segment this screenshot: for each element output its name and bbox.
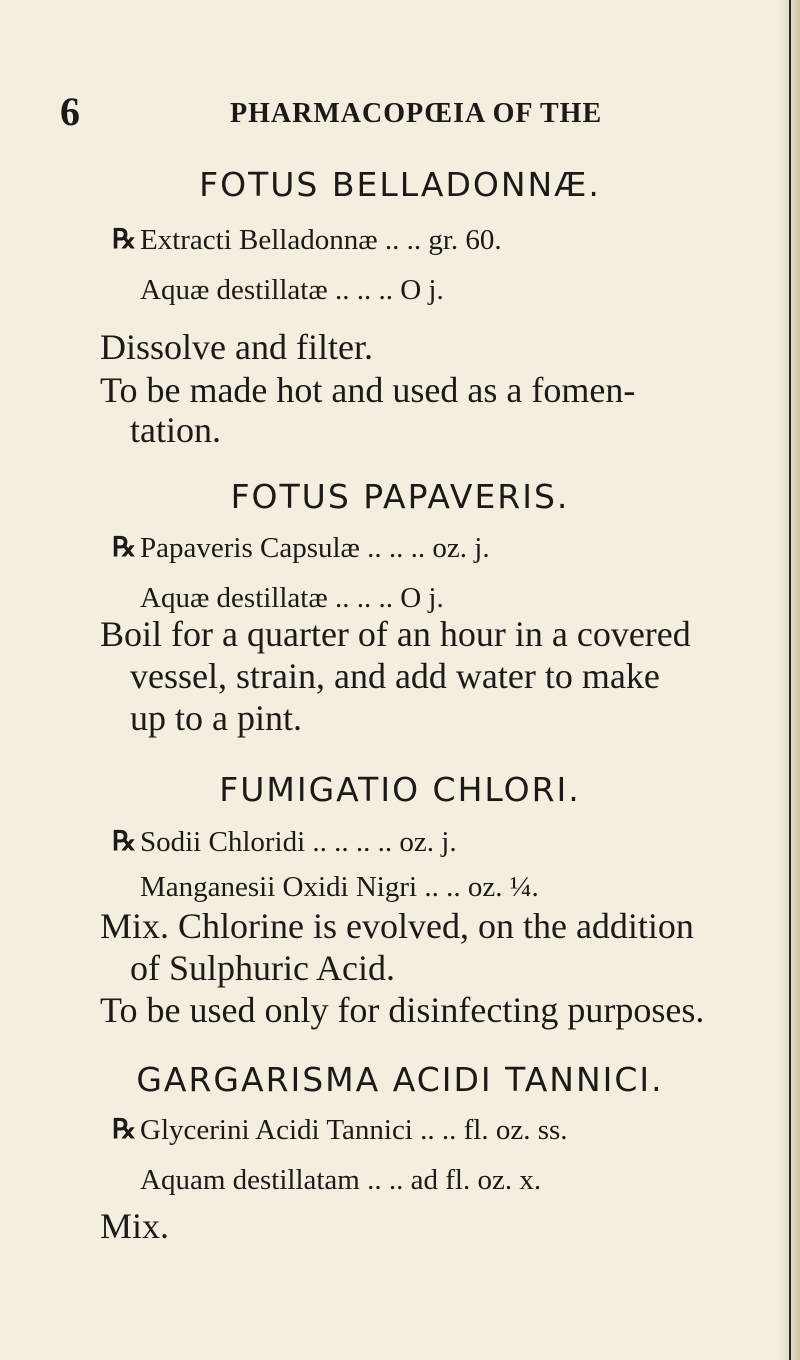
running-head: PHARMACOPŒIA OF THE xyxy=(230,98,603,129)
instruction-line: To be used only for disinfecting purposes. xyxy=(100,990,705,1030)
page-edge-line xyxy=(789,0,791,1360)
rx-symbol: ℞ xyxy=(112,532,137,562)
ingredient-line: Aquæ destillatæ .. .. .. O j. xyxy=(140,582,444,614)
instruction-line: Mix. Chlorine is evolved, on the addition xyxy=(100,906,694,946)
rx-symbol: ℞ xyxy=(112,1114,137,1144)
instruction-line: Mix. xyxy=(100,1206,170,1246)
ingredient-line: Aquam destillatam .. .. ad fl. oz. x. xyxy=(140,1164,542,1196)
instruction-line: tation. xyxy=(130,410,221,450)
ingredient-line: Aquæ destillatæ .. .. .. O j. xyxy=(140,274,444,306)
recipe-title: FOTUS BELLADONNÆ. xyxy=(199,165,601,204)
recipe-title: FOTUS PAPAVERIS. xyxy=(230,477,570,516)
ingredient-line: Glycerini Acidi Tannici .. .. fl. oz. ss. xyxy=(140,1114,568,1146)
recipe-title: GARGARISMA ACIDI TANNICI. xyxy=(136,1060,664,1099)
instruction-line: Dissolve and filter. xyxy=(100,327,373,367)
ingredient-line: Sodii Chloridi .. .. .. .. oz. j. xyxy=(140,826,457,858)
ingredient-line: Papaveris Capsulæ .. .. .. oz. j. xyxy=(140,532,490,564)
recipe-title: FUMIGATIO CHLORI. xyxy=(219,770,581,809)
instruction-line: Boil for a quarter of an hour in a covered xyxy=(100,614,691,654)
ingredient-line: Manganesii Oxidi Nigri .. .. oz. ¼. xyxy=(140,871,539,903)
page-number: 6 xyxy=(60,89,80,134)
ingredient-line: Extracti Belladonnæ .. .. gr. 60. xyxy=(140,224,502,256)
rx-symbol: ℞ xyxy=(112,224,137,254)
instruction-line: To be made hot and used as a fomen- xyxy=(100,370,636,410)
instruction-line: up to a pint. xyxy=(130,698,302,738)
instruction-line: of Sulphuric Acid. xyxy=(130,948,395,988)
page-header xyxy=(60,88,740,138)
rx-symbol: ℞ xyxy=(112,826,137,856)
instruction-line: vessel, strain, and add water to make xyxy=(130,656,660,696)
